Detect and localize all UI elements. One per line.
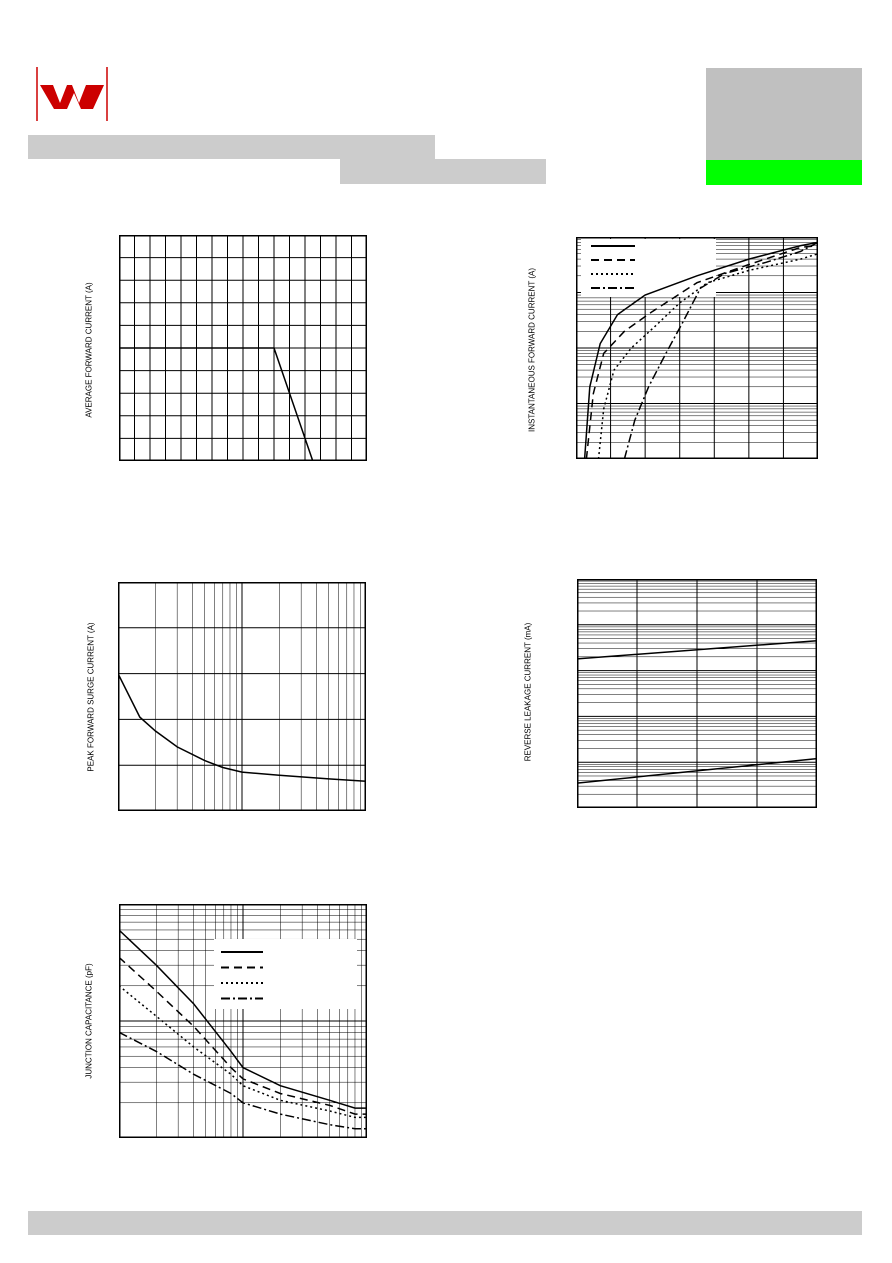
leakage-chart: [577, 579, 817, 808]
capacitance-chart: [119, 904, 367, 1138]
company-logo: [36, 67, 108, 121]
forward-ylabel: INSTANTANEOUS FORWARD CURRENT (A): [527, 267, 537, 433]
derating-series-1: [119, 348, 313, 461]
derating-ylabel: AVERAGE FORWARD CURRENT (A): [84, 282, 94, 418]
leakage-ylabel: REVERSE LEAKAGE CURRENT (mA): [523, 622, 533, 762]
footer-bar: [28, 1211, 862, 1235]
surge-chart: [118, 582, 366, 811]
capacitance-ylabel: JUNCTION CAPACITANCE (pF): [84, 963, 94, 1079]
forward-chart: [576, 237, 818, 459]
leakage-grid: [577, 579, 817, 808]
accent-bar: [706, 160, 862, 185]
header-bar: [28, 135, 435, 159]
capacitance-legend: [214, 939, 357, 1009]
header-subbar: [340, 159, 546, 184]
part-number-block: [706, 68, 862, 160]
surge-ylabel: PEAK FORWARD SURGE CURRENT (A): [86, 622, 96, 772]
forward-legend: [581, 239, 716, 297]
derating-chart: [119, 235, 367, 461]
surge-grid: [118, 582, 366, 811]
